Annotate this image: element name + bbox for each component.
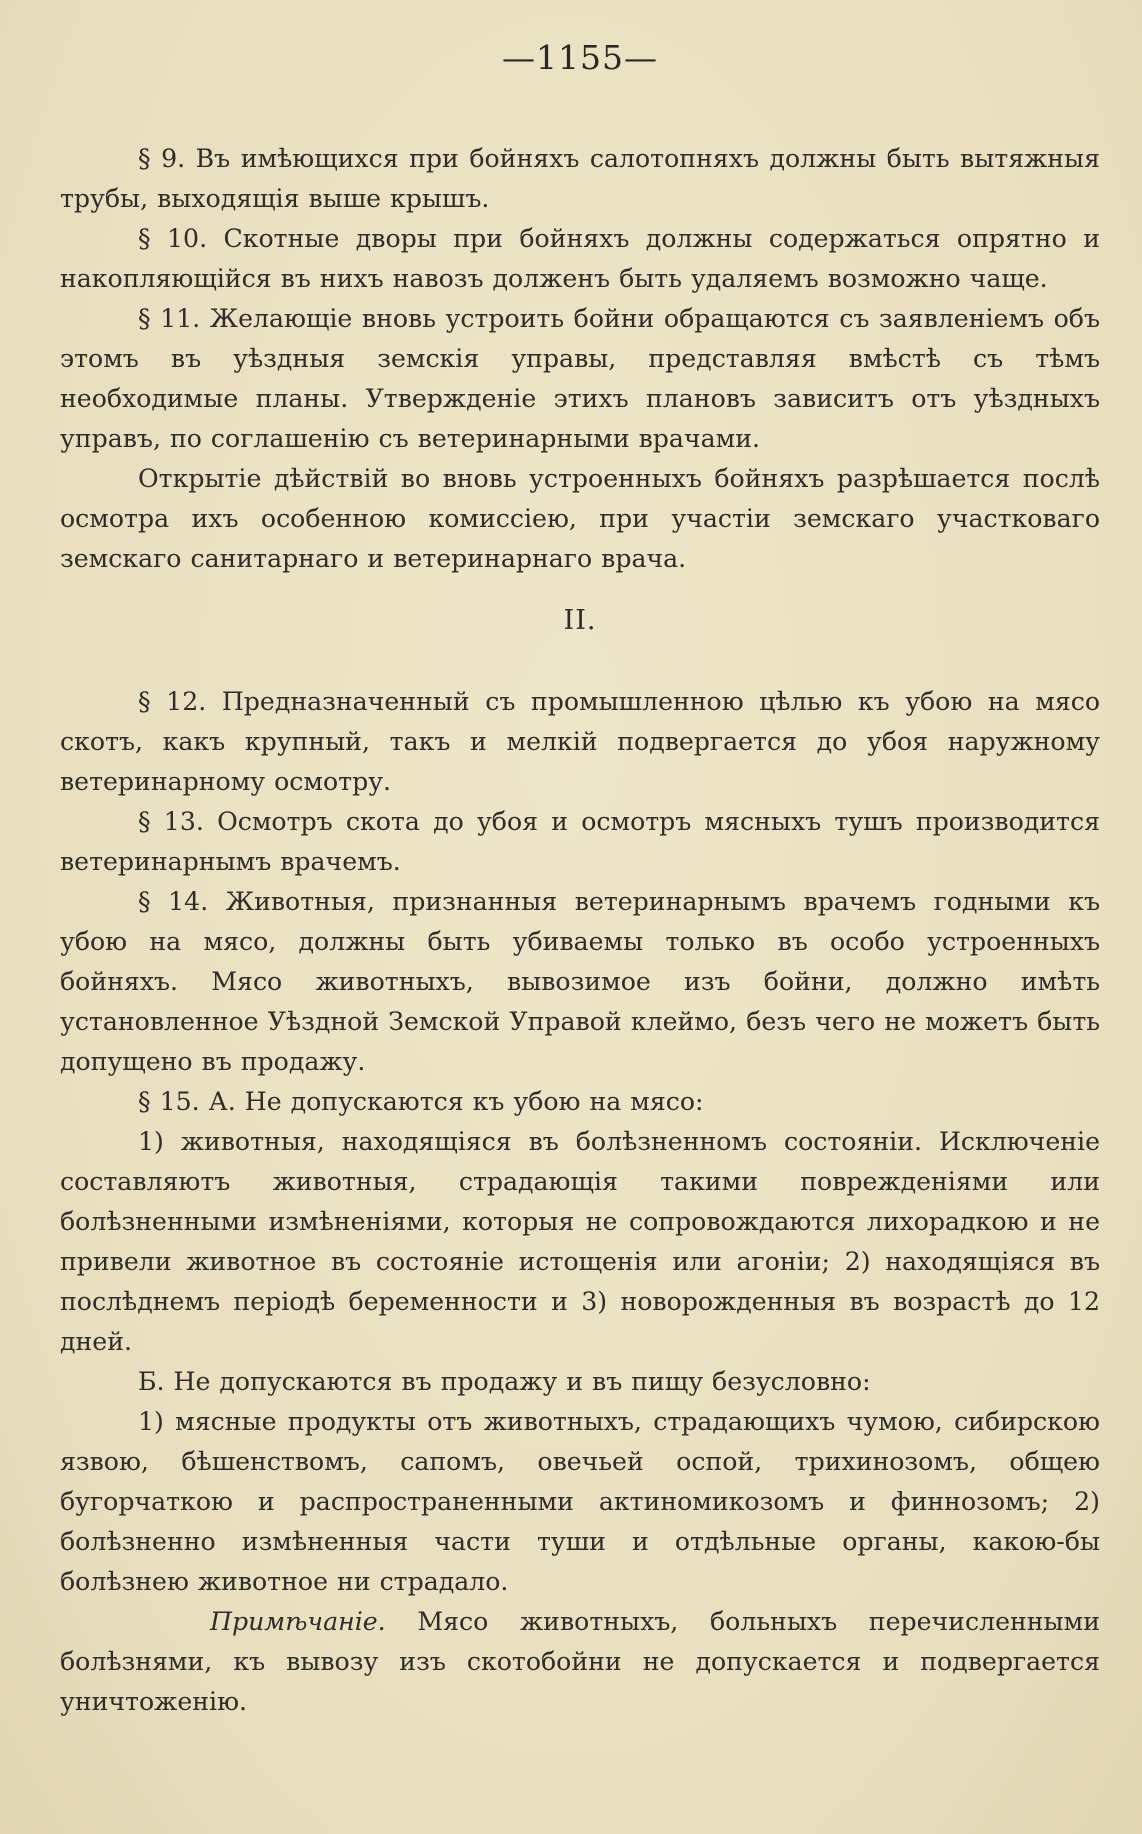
paragraph-section-15a: § 15. А. Не допускаются къ убою на мясо:: [138, 1087, 704, 1116]
paragraph-section-15b: Б. Не допускаются въ продажу и въ пищу безусловно:: [138, 1367, 871, 1396]
paragraph-opening-permission: Открытіе дѣйствій во вновь устроенныхъ бойняхъ разрѣшается послѣ осмотра ихъ особенною комиссіею, при участіи земскаго участковаго земскаго санитарнаго и ветеринарнаго врача.: [60, 464, 1100, 573]
paragraph-note: [60, 1602, 1100, 1722]
paragraph-section-12: § 12. Предназначенный съ промышленною цѣлью къ убою на мясо скотъ, какъ крупный, такъ и мелкій подвергается до убоя наружному ветеринарному осмотру.: [60, 687, 1100, 796]
paragraph-section-15b-list: 1) мясные продукты отъ животныхъ, страдающихъ чумою, сибирскою язвою, бѣшенствомъ, сапомъ, овечьей оспой, трихинозомъ, общею бугорчаткою и распространенными актиномикозомъ и финнозомъ; 2) болѣзненно измѣненныя части туши и отдѣльные органы, какою-бы болѣзнею животное ни страдало.: [60, 1407, 1100, 1596]
note-label: Примѣчаніе.: [210, 1607, 386, 1636]
paragraph-section-13: § 13. Осмотръ скота до убоя и осмотръ мясныхъ тушъ производится ветеринарнымъ врачемъ.: [60, 807, 1100, 876]
section-heading: II.: [563, 605, 597, 636]
paragraph-section-11: § 11. Желающіе вновь устроить бойни обращаются съ заявленіемъ объ этомъ въ уѣздныя земскія управы, представляя вмѣстѣ съ тѣмъ необходимые планы. Утвержденіе этихъ плановъ зависитъ отъ уѣздныхъ управъ, по соглашенію съ ветеринарными врачами.: [60, 304, 1100, 453]
note-text: Мясо животныхъ, больныхъ перечисленными болѣзнями, къ вывозу изъ скотобойни не допускается и подвергается уничтоженію.: [60, 1607, 1100, 1716]
paragraph-section-9: § 9. Въ имѣющихся при бойняхъ салотопняхъ должны быть вытяжныя трубы, выходящія выше крышъ.: [60, 144, 1100, 213]
paragraph-section-10: § 10. Скотные дворы при бойняхъ должны содержаться опрятно и накопляющійся въ нихъ навозъ долженъ быть удаляемъ возможно чаще.: [60, 224, 1100, 293]
paragraph-section-14: § 14. Животныя, признанныя ветеринарнымъ врачемъ годными къ убою на мясо, должны быть убиваемы только въ особо устроенныхъ бойняхъ. Мясо животныхъ, вывозимое изъ бойни, должно имѣть установленное Уѣздной Земской Управой клеймо, безъ чего не можетъ быть допущено въ продажу.: [60, 887, 1100, 1076]
page-number: —1155—: [502, 38, 658, 77]
paragraph-section-15a-list: 1) животныя, находящіяся въ болѣзненномъ состояніи. Исключеніе составляютъ животныя, страдающія такими поврежденіями или болѣзненными измѣненіями, которыя не сопровождаются лихорадкою и не привели животное въ состояніе истощенія или агоніи; 2) находящіяся въ послѣднемъ періодѣ беременности и 3) новорожденныя въ возрастѣ до 12 дней.: [60, 1127, 1100, 1356]
